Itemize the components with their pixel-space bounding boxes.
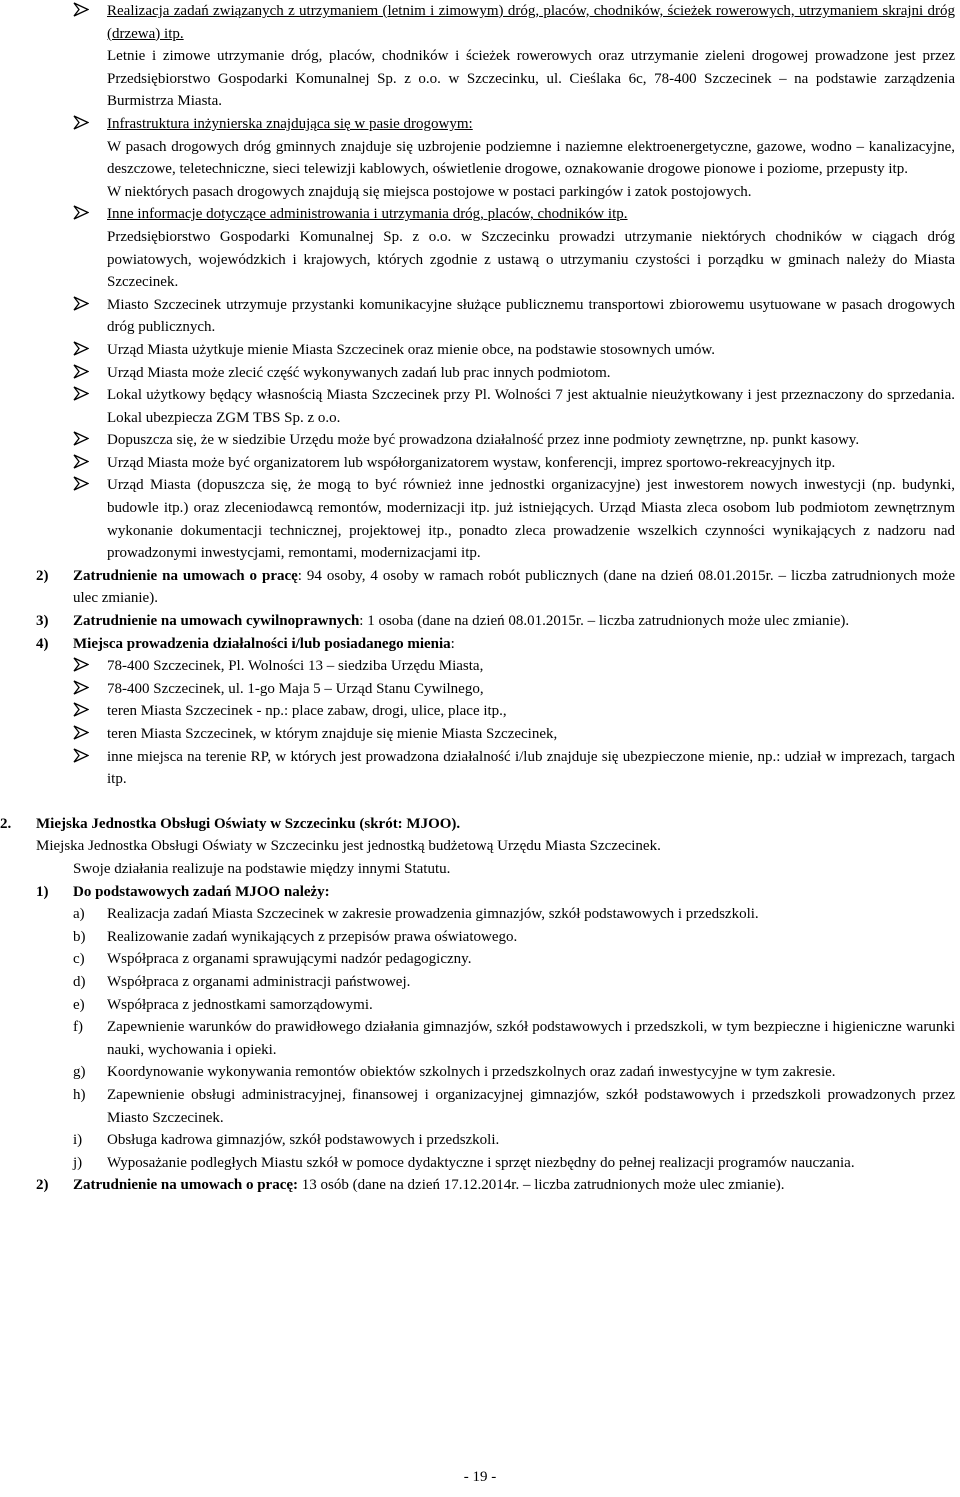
task-text: Zapewnienie warunków do prawidłowego działania gimnazjów, szkół podstawowych i przedszkoli, w tym bezpieczne i higieniczne warunki nauki, wychowania i opieki. <box>107 1019 955 1058</box>
task-item <box>0 1152 960 1175</box>
bullet-text: Inne informacje dotyczące administrowania i utrzymania dróg, placów, chodników itp. <box>107 206 628 223</box>
item-heading: Zatrudnienie na umowach cywilnoprawnych <box>73 613 360 630</box>
paragraph: Letnie i zimowe utrzymanie dróg, placów, chodników i ścieżek rowerowych oraz utrzymanie zieleni drogowej prowadzone jest przez Przedsiębiorstwo Gospodarki Komunalnej Sp. z o.o. w Szczecinku, ul. Cieślaka 6c, 78-400 Szczecinek – na podstawie zarządzenia Burmistrza Miasta. <box>107 48 955 110</box>
section-2 <box>0 813 960 1197</box>
section-number: 2. <box>0 815 12 832</box>
bullet-text: Realizacja zadań związanych z utrzymaniem (letnim i zimowym) dróg, placów, chodników, ścieżek rowerowych, utrzymaniem skrajni dróg (drzewa) itp. <box>107 3 955 42</box>
location-text: 78-400 Szczecinek, Pl. Wolności 13 – siedziba Urzędu Miasta, <box>107 658 484 675</box>
item-number: 2) <box>36 567 49 584</box>
bullet-text: Urząd Miasta może być organizatorem lub współorganizatorem wystaw, konferencji, imprez sportowo-rekreacyjnych itp. <box>107 454 836 471</box>
task-text: Zapewnienie obsługi administracyjnej, finansowej i organizacyjnej gimnazjów, szkół podstawowych i przedszkoli prowadzonych przez Miasto Szczecinek. <box>107 1086 955 1126</box>
list-item <box>0 565 960 610</box>
task-letter: d) <box>73 973 86 990</box>
list-item <box>0 655 960 678</box>
task-item <box>0 971 960 994</box>
page-number: - 19 - <box>463 1469 497 1485</box>
list-item <box>0 113 960 136</box>
bullet-text: Dopuszcza się, że w siedzibie Urzędu może być prowadzona działalność przez inne podmioty zewnętrzne, np. punkt kasowy. <box>107 432 860 449</box>
task-item <box>0 903 960 926</box>
bullet-text: Miasto Szczecinek utrzymuje przystanki komunikacyjne służące publicznemu transportowi zbiorowemu usytuowane w pasach drogowych dróg publicznych. <box>107 296 955 336</box>
arrowhead-bullet-icon <box>73 723 93 746</box>
task-text: Obsługa kadrowa gimnazjów, szkół podstawowych i przedszkoli. <box>107 1132 500 1149</box>
list-item <box>0 1174 960 1197</box>
paragraph: Miejska Jednostka Obsługi Oświaty w Szczecinku jest jednostką budżetową Urzędu Miasta Szczecinek. <box>36 838 661 855</box>
arrowhead-bullet-icon <box>73 0 93 23</box>
list-item <box>0 452 960 475</box>
bullet-text: Lokal użytkowy będący własnością Miasta Szczecinek przy Pl. Wolności 7 jest aktualnie nieużytkowany i jest przeznaczony do sprzedania. Lokal ubezpiecza ZGM TBS Sp. z o.o. <box>107 387 955 426</box>
task-text: Współpraca z organami sprawującymi nadzór pedagogiczny. <box>107 951 472 968</box>
list-item <box>0 429 960 452</box>
task-text: Współpraca z jednostkami samorządowymi. <box>107 996 373 1013</box>
task-text: Wyposażanie podległych Miastu szkół w pomoce dydaktyczne i sprzęt niezbędny do pełnej realizacji programów nauczania. <box>107 1154 855 1171</box>
arrowhead-bullet-icon <box>73 339 93 362</box>
arrowhead-bullet-icon <box>73 474 93 497</box>
arrowhead-bullet-icon <box>73 113 93 136</box>
list-item <box>0 0 960 45</box>
task-item <box>0 994 960 1017</box>
task-letter: h) <box>73 1086 86 1103</box>
numbered-section-1 <box>0 565 960 791</box>
arrowhead-bullet-icon <box>73 362 93 385</box>
item-text: 13 osób (dane na dzień 17.12.2014r. – liczba zatrudnionych może ulec zmianie). <box>298 1177 785 1194</box>
task-letter: f) <box>73 1019 83 1036</box>
top-bullets <box>0 0 960 565</box>
paragraph: Przedsiębiorstwo Gospodarki Komunalnej Sp. z o.o. w Szczecinku prowadzi utrzymanie niektórych chodników w ciągach dróg powiatowych, wojewódzkich i krajowych, których zgodnie z ustawą o utrzymaniu czystości i porządku w gminach należy do Miasta Szczecinek. <box>107 228 955 291</box>
item-number: 4) <box>36 635 49 652</box>
item-heading: Zatrudnienie na umowach o pracę <box>73 567 298 584</box>
arrowhead-bullet-icon <box>73 294 93 317</box>
item-number: 3) <box>36 613 49 630</box>
location-text: teren Miasta Szczecinek, w którym znajduje się mienie Miasta Szczecinek, <box>107 726 558 742</box>
arrowhead-bullet-icon <box>73 452 93 475</box>
task-letter: c) <box>73 951 85 968</box>
paragraph: W pasach drogowych dróg gminnych znajduje się uzbrojenie podziemne i naziemne elektroenergetyczne, gazowe, wodno – kanalizacyjne, deszczowe, teletechniczne, sieci telewizji kablowych, oświetlenie drogowe, oznakowanie drogowe pionowe i poziome, przepusty itp. <box>107 138 955 178</box>
paragraph: W niektórych pasach drogowych znajdują się miejsca postojowe w postaci parkingów i zatok postojowych. <box>107 183 752 200</box>
list-item <box>0 362 960 385</box>
arrowhead-bullet-icon <box>73 678 93 701</box>
list-item <box>0 384 960 429</box>
location-text: teren Miasta Szczecinek - np.: place zabaw, drogi, ulice, place itp., <box>107 703 507 720</box>
list-item <box>0 203 960 226</box>
task-letter: b) <box>73 928 86 945</box>
bullet-text: Urząd Miasta może zlecić część wykonywanych zadań lub prac innych podmiotom. <box>107 364 611 381</box>
arrowhead-bullet-icon <box>73 384 93 407</box>
list-item <box>0 633 960 656</box>
bullet-text: Urząd Miasta (dopuszcza się, że mogą to być również inne jednostki organizacyjne) jest inwestorem nowych inwestycji (np. budynki, budowle itp.) oraz zleceniodawcą remontów, modernizacji itp. już istniejących. Urząd Miasta zleca osobom lub podmiotom zewnętrznym wykonanie dokumentacji technicznej, projektowej itp., ponadto zleca prowadzenie wszelkich czynności wynikających z nadzoru nad prowadzonymi inwestycjami, remontami, modernizacjami itp. <box>107 477 955 562</box>
task-text: Realizacja zadań Miasta Szczecinek w zakresie prowadzenia gimnazjów, szkół podstawowych i przedszkoli. <box>107 906 759 923</box>
list-item <box>0 474 960 564</box>
location-text: 78-400 Szczecinek, ul. 1-go Maja 5 – Urząd Stanu Cywilnego, <box>107 680 484 697</box>
task-letter: e) <box>73 996 85 1013</box>
location-text: inne miejsca na terenie RP, w których jest prowadzona działalność i/lub znajduje się ubezpieczone mienie, np.: udział w imprezach, targach itp. <box>107 748 955 788</box>
task-item <box>0 1016 960 1061</box>
task-item <box>0 948 960 971</box>
task-letter: g) <box>73 1064 86 1081</box>
list-item <box>0 700 960 723</box>
item-text: : 94 osoby, 4 osoby w ramach robót publicznych (dane na dzień 08.01.2015r. – liczba zatrudnionych może ulec zmianie). <box>73 567 955 607</box>
list-item <box>0 746 960 791</box>
arrowhead-bullet-icon <box>73 655 93 678</box>
list-item <box>0 294 960 339</box>
item-text: : 1 osoba (dane na dzień 08.01.2015r. – liczba zatrudnionych może ulec zmianie). <box>359 613 850 630</box>
item-heading: Miejsca prowadzenia działalności i/lub posiadanego mienia <box>73 635 451 652</box>
task-item <box>0 1129 960 1152</box>
task-letter: j) <box>73 1154 83 1171</box>
bullet-text: Urząd Miasta użytkuje mienie Miasta Szczecinek oraz mienie obce, na podstawie stosownych umów. <box>107 341 715 358</box>
paragraph: Swoje działania realizuje na podstawie między innymi Statutu. <box>73 860 451 877</box>
item-text: : <box>450 635 455 652</box>
arrowhead-bullet-icon <box>73 429 93 452</box>
item-number: 1) <box>36 883 49 900</box>
list-item <box>0 339 960 362</box>
item-heading: Zatrudnienie na umowach o pracę: <box>73 1177 298 1194</box>
arrowhead-bullet-icon <box>73 746 93 769</box>
task-item <box>0 1061 960 1084</box>
task-letter: a) <box>73 906 85 923</box>
section-heading <box>0 813 960 836</box>
bullet-text: Infrastruktura inżynierska znajdująca się w pasie drogowym: <box>107 115 473 132</box>
task-text: Realizowanie zadań wynikających z przepisów prawa oświatowego. <box>107 928 518 945</box>
task-item <box>0 926 960 949</box>
arrowhead-bullet-icon <box>73 700 93 723</box>
list-item <box>0 881 960 904</box>
task-text: Współpraca z organami administracji państwowej. <box>107 973 411 990</box>
task-text: Koordynowanie wykonywania remontów obiektów szkolnych i przedszkolnych oraz zadań inwestycyjne w tym zakresie. <box>107 1064 836 1081</box>
item-number: 2) <box>36 1177 49 1194</box>
task-letter: i) <box>73 1132 83 1149</box>
section-title: Miejska Jednostka Obsługi Oświaty w Szczecinku (skrót: MJOO). <box>36 815 461 832</box>
item-heading: Do podstawowych zadań MJOO należy: <box>73 883 330 900</box>
list-item <box>0 723 960 746</box>
arrowhead-bullet-icon <box>73 203 93 226</box>
list-item <box>0 610 960 633</box>
task-item <box>0 1084 960 1129</box>
list-item <box>0 678 960 701</box>
